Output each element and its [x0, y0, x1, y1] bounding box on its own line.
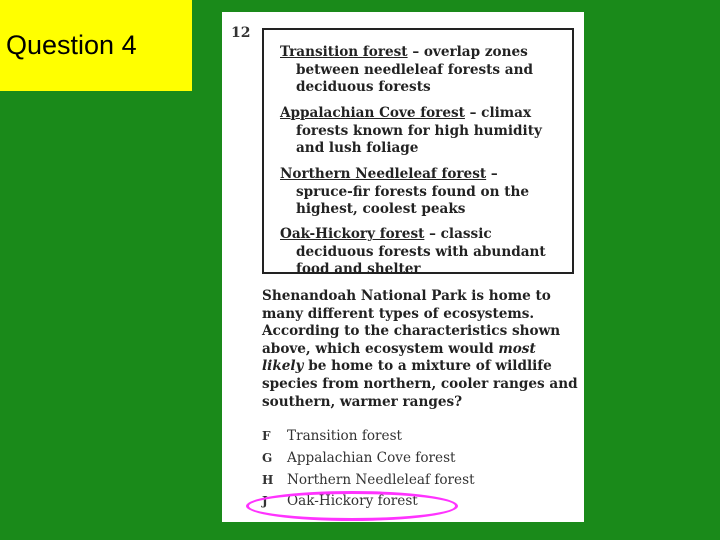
choice-text: Northern Needleleaf forest — [287, 472, 475, 488]
definition-text: spruce-fir forests found on the highest, coolest peaks — [296, 183, 530, 217]
definition-text: forests known for high humidity and lush foliage — [296, 122, 542, 156]
definition-northern-needleleaf — [280, 166, 572, 219]
choice-letter: G — [262, 451, 273, 465]
choice-text: Oak-Hickory forest — [287, 493, 418, 509]
question-prompt — [262, 288, 580, 411]
question-label-box — [0, 0, 192, 91]
definition-text: deciduous forests with abundant food and shelter — [296, 243, 546, 277]
definition-dash: – — [486, 166, 498, 182]
choice-letter: H — [262, 473, 274, 487]
definition-dash: – overlap zones — [407, 44, 528, 60]
definition-term: Transition forest — [280, 44, 408, 60]
test-page-image — [222, 12, 584, 522]
definition-dash: – classic — [424, 226, 492, 242]
question-label: Question 4 — [6, 30, 137, 60]
question-number: 12 — [231, 25, 251, 41]
definition-dash: – climax — [464, 105, 532, 121]
definition-text: between needleleaf forests and deciduous forests — [296, 61, 533, 95]
choice-letter: J — [262, 494, 268, 508]
definition-term: Oak-Hickory forest — [280, 226, 425, 242]
definition-term: Northern Needleleaf forest — [280, 166, 487, 182]
definition-appalachian-cove — [280, 105, 572, 158]
definitions-box — [262, 28, 574, 277]
definition-oak-hickory — [280, 226, 572, 279]
answer-highlight-oval — [246, 491, 458, 521]
definition-transition — [280, 44, 572, 97]
question-text-part2: be home to a mixture of wildlife species from northern, cooler ranges and southern, warmer ranges? — [262, 358, 578, 410]
question-text-part1: Shenandoah National Park is home to many different types of ecosystems. According to the characteristics shown above, which ecosystem would — [262, 288, 561, 357]
definition-term: Appalachian Cove forest — [280, 105, 465, 121]
question-emphasis: most likely — [262, 340, 536, 375]
choice-letter: F — [262, 429, 271, 443]
choice-text: Appalachian Cove forest — [287, 450, 456, 466]
choice-text: Transition forest — [287, 428, 403, 444]
